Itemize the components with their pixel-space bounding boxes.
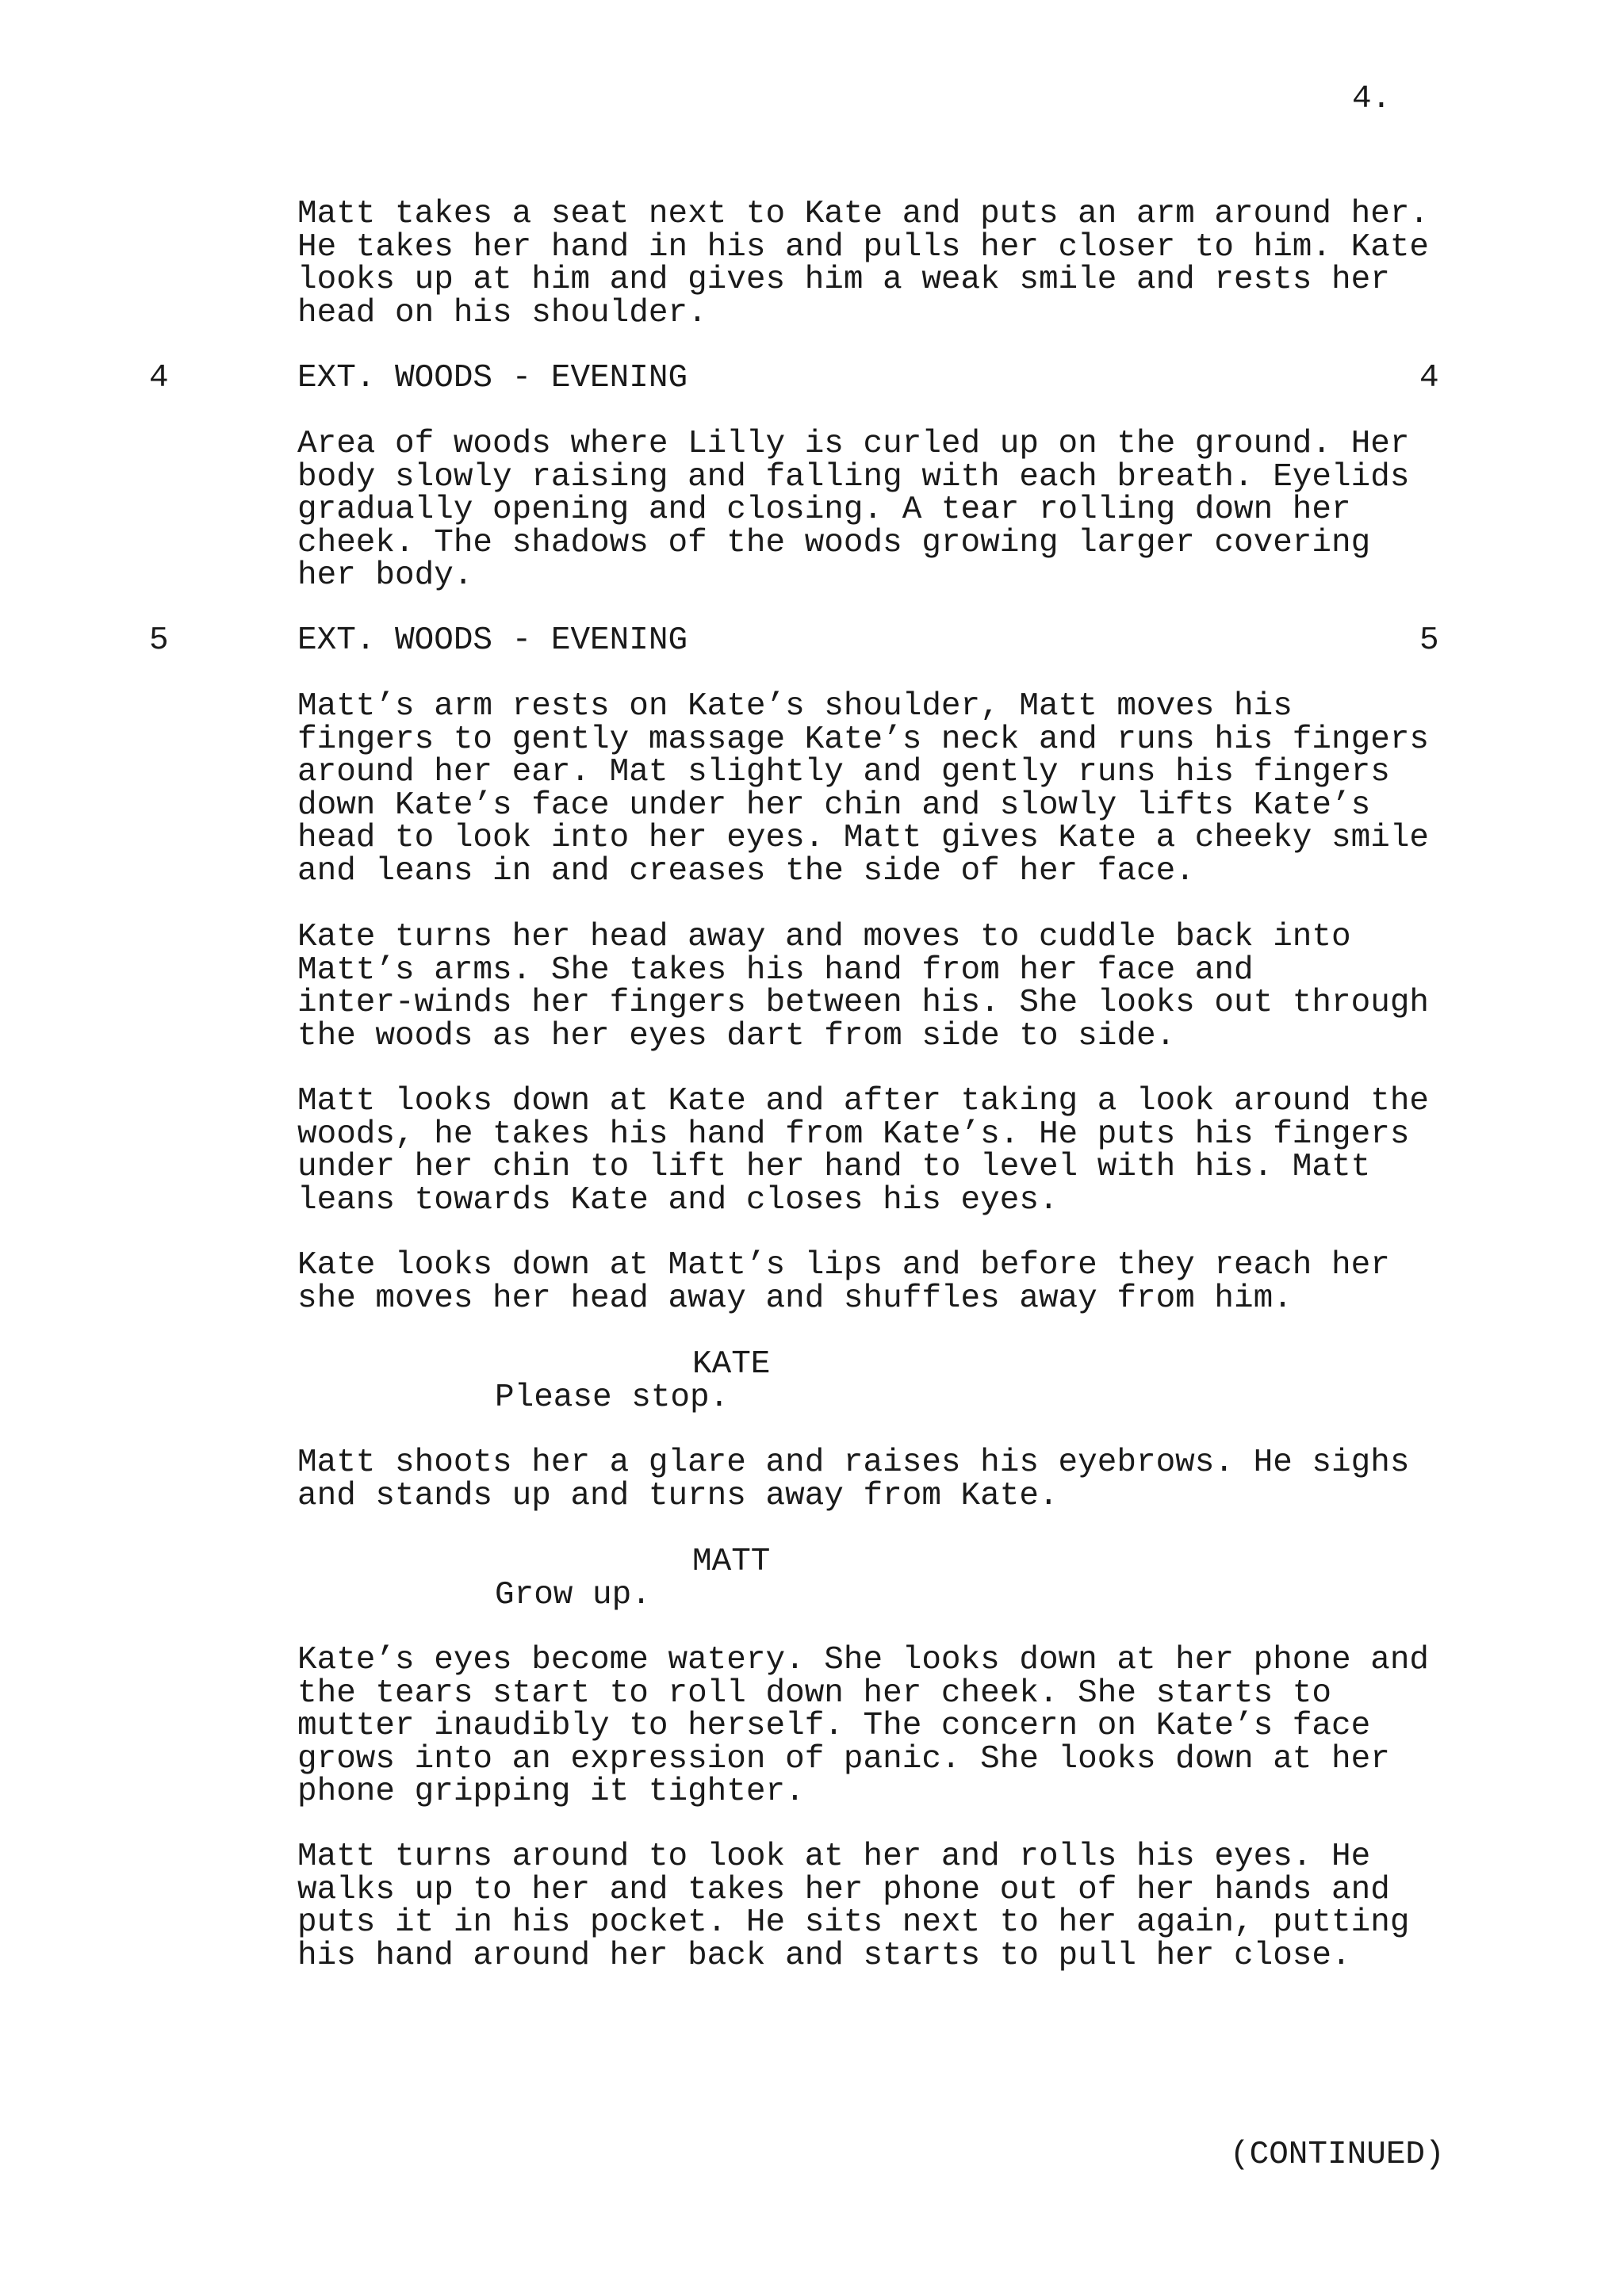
action-line: phone gripping it tighter.	[297, 1774, 805, 1810]
scene-number-right: 4	[1419, 360, 1439, 396]
action-line: around her ear. Mat slightly and gently runs his fingers	[297, 754, 1390, 790]
action-line: leans towards Kate and closes his eyes.	[297, 1181, 1059, 1219]
action-line: cheek. The shadows of the woods growing larger covering	[297, 524, 1371, 561]
scene-heading: EXT. WOODS - EVENING	[297, 360, 688, 396]
action-line: grows into an expression of panic. She looks down at her	[297, 1740, 1390, 1777]
action-line: Kate turns her head away and moves to cuddle back into	[297, 919, 1351, 955]
action-line: his hand around her back and starts to pull her close.	[297, 1937, 1351, 1974]
action-line: mutter inaudibly to herself. The concern on Kate’s face	[297, 1708, 1371, 1744]
action-line: down Kate’s face under her chin and slowly lifts Kate’s	[297, 786, 1371, 824]
dialogue-line: Grow up.	[495, 1577, 651, 1613]
action-line: head to look into her eyes. Matt gives Kate a cheeky smile	[297, 820, 1430, 856]
action-line: gradually opening and closing. A tear rolling down her	[297, 492, 1351, 528]
action-line: Matt shoots her a glare and raises his eyebrows. He sighs	[297, 1445, 1410, 1481]
scene-number-right: 5	[1419, 622, 1439, 659]
action-line: she moves her head away and shuffles away from him.	[297, 1280, 1293, 1317]
action-line: puts it in his pocket. He sits next to her again, putting	[297, 1904, 1410, 1941]
character-name: KATE	[692, 1346, 771, 1383]
action-line: Kate looks down at Matt’s lips and before they reach her	[297, 1247, 1390, 1284]
action-line: Area of woods where Lilly is curled up on the ground. Her	[297, 426, 1410, 462]
scene-number-left: 5	[149, 622, 169, 659]
action-line: body slowly raising and falling with each breath. Eyelids	[297, 458, 1410, 496]
scene-number-left: 4	[149, 360, 169, 396]
action-line: the tears start to roll down her cheek. She starts to	[297, 1674, 1332, 1712]
action-line: under her chin to lift her hand to level with his. Matt	[297, 1149, 1371, 1185]
action-line: woods, he takes his hand from Kate’s. He puts his fingers	[297, 1115, 1410, 1153]
scene-heading: EXT. WOODS - EVENING	[297, 622, 688, 659]
action-line: her body.	[297, 557, 473, 594]
action-line: and stands up and turns away from Kate.	[297, 1477, 1059, 1514]
action-line: Matt’s arm rests on Kate’s shoulder, Matt moves his	[297, 688, 1293, 725]
action-line: Kate’s eyes become watery. She looks down at her phone and	[297, 1642, 1430, 1678]
continued-marker: (CONTINUED)	[1230, 2137, 1445, 2173]
action-line: He takes her hand in his and pulls her closer to him. Kate	[297, 228, 1430, 266]
action-line: head on his shoulder.	[297, 294, 707, 331]
action-line: Matt turns around to look at her and rolls his eyes. He	[297, 1839, 1371, 1875]
character-name: MATT	[692, 1544, 771, 1580]
action-line: Matt’s arms. She takes his hand from her face and	[297, 951, 1254, 989]
page-number: 4.	[1352, 81, 1392, 117]
action-line: looks up at him and gives him a weak smile and rests her	[297, 262, 1390, 298]
action-line: walks up to her and takes her phone out of her hands and	[297, 1871, 1390, 1908]
action-line: and leans in and creases the side of her face.	[297, 852, 1195, 890]
action-line: the woods as her eyes dart from side to side.	[297, 1017, 1176, 1054]
dialogue-line: Please stop.	[495, 1380, 730, 1416]
action-line: inter-winds her fingers between his. She looks out through	[297, 985, 1430, 1021]
action-line: Matt takes a seat next to Kate and puts an arm around her.	[297, 196, 1430, 232]
action-line: Matt looks down at Kate and after taking a look around the	[297, 1083, 1430, 1119]
action-line: fingers to gently massage Kate’s neck and runs his fingers	[297, 721, 1430, 758]
